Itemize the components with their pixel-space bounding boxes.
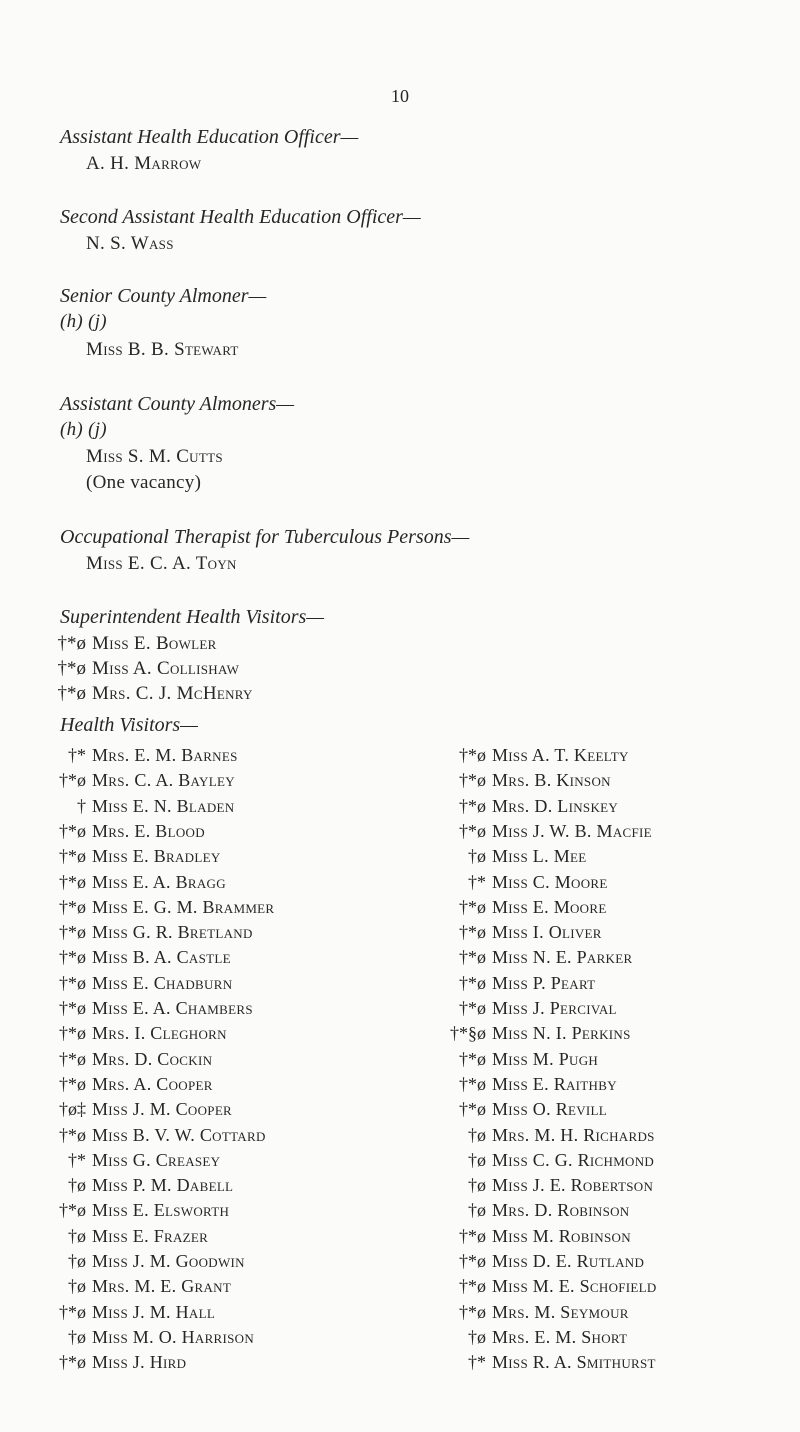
section-heading: Second Assistant Health Education Officer— (60, 206, 421, 228)
staff-row (420, 1150, 654, 1175)
staff-row (420, 922, 602, 947)
qualification-marks: †*ø (57, 658, 86, 679)
qualification-codes: (h) (j) (60, 419, 107, 440)
staff-name: Miss E. Raithby (492, 1073, 617, 1094)
qualification-marks: †ø (68, 1251, 86, 1271)
staff-row (420, 770, 611, 795)
qualification-marks: †*§ø (450, 1023, 486, 1044)
qualification-marks: †*ø (59, 1352, 86, 1373)
staff-row (420, 1302, 629, 1327)
qualification-marks: †* (68, 745, 86, 765)
qualification-marks: †*ø (59, 820, 86, 841)
qualification-marks: †* (468, 1352, 486, 1373)
staff-row (420, 1099, 607, 1124)
staff-name: Miss E. Moore (492, 896, 607, 917)
qualification-marks: †*ø (459, 1276, 486, 1297)
staff-name: Miss A. Collishaw (92, 658, 240, 679)
staff-row (0, 1302, 215, 1327)
qualification-marks: † (77, 795, 86, 816)
staff-row (420, 1175, 653, 1200)
qualification-marks: †*ø (59, 1301, 86, 1322)
qualification-marks: †ø (468, 1149, 486, 1170)
staff-name: Miss E. A. Bragg (92, 871, 226, 892)
staff-name: Miss J. W. B. Macfie (492, 820, 652, 841)
staff-row (0, 973, 232, 998)
qualification-marks: †*ø (59, 896, 86, 917)
qualification-marks: †*ø (459, 998, 486, 1018)
qualification-marks: †ø (468, 846, 486, 867)
qualification-marks: †ø (468, 1124, 486, 1145)
qualification-marks: †*ø (59, 1073, 86, 1094)
staff-name: Miss C. G. Richmond (492, 1149, 655, 1170)
staff-name: Mrs. B. Kinson (492, 770, 611, 791)
qualification-marks: †*ø (59, 1124, 86, 1145)
staff-name: Miss E. Frazer (92, 1225, 209, 1246)
qualification-marks: †ø (468, 1200, 486, 1221)
staff-name: Miss J. Hird (92, 1352, 187, 1373)
staff-row (0, 1200, 229, 1225)
staff-name: Miss E. Bowler (92, 633, 217, 654)
staff-name: Miss O. Revill (492, 1099, 608, 1120)
qualification-marks: †*ø (59, 947, 86, 968)
qualification-marks: †*ø (459, 1301, 486, 1322)
staff-row (0, 897, 274, 922)
qualification-marks: †ø (468, 1326, 486, 1347)
staff-name: Miss G. Creasey (92, 1149, 221, 1170)
qualification-marks: †*ø (59, 972, 86, 993)
staff-row (420, 1327, 627, 1352)
staff-row (420, 1049, 598, 1074)
staff-row (0, 770, 235, 795)
section-heading: Senior County Almoner— (60, 285, 267, 307)
staff-name: Miss N. E. Parker (492, 947, 633, 968)
staff-name: Miss B. A. Castle (92, 947, 231, 968)
qualification-marks: †*ø (459, 972, 486, 993)
staff-name: Miss M. Pugh (492, 1048, 599, 1069)
staff-name: N. S. Wass (86, 233, 174, 254)
staff-row (0, 633, 217, 655)
staff-name: Miss M. E. Schofield (492, 1276, 657, 1297)
staff-name: Mrs. M. H. Richards (492, 1124, 655, 1145)
qualification-marks: †*ø (459, 745, 486, 765)
staff-name: Mrs. I. Cleghorn (92, 1023, 227, 1044)
staff-row (0, 683, 253, 705)
staff-row (420, 1276, 657, 1301)
staff-row (420, 1125, 655, 1150)
qualification-marks: †*ø (59, 922, 86, 943)
staff-row (420, 947, 632, 972)
qualification-marks: †*ø (59, 1200, 86, 1221)
staff-row (420, 872, 608, 897)
qualification-marks: †*ø (459, 1073, 486, 1094)
section-heading: Assistant Health Education Officer— (60, 126, 359, 148)
qualification-marks: †ø (68, 1326, 86, 1347)
staff-name: A. H. Marrow (86, 153, 202, 174)
vacancy-note: (One vacancy) (86, 472, 202, 493)
staff-row (0, 1226, 208, 1251)
staff-row (420, 745, 629, 770)
staff-row (0, 947, 231, 972)
staff-row (420, 897, 607, 922)
qualification-marks: †*ø (459, 1225, 486, 1246)
staff-row (0, 821, 205, 846)
qualification-marks: †* (68, 1149, 86, 1170)
staff-name: Miss P. Peart (492, 972, 596, 993)
staff-row (420, 1352, 656, 1377)
staff-row (420, 1226, 631, 1251)
qualification-marks: †*ø (57, 633, 86, 654)
staff-row (0, 1276, 231, 1301)
staff-row (420, 1251, 644, 1276)
staff-name: Miss D. E. Rutland (492, 1251, 645, 1271)
staff-row (0, 998, 253, 1023)
staff-row (0, 1125, 266, 1150)
staff-row (420, 998, 617, 1023)
qualification-marks: †*ø (59, 871, 86, 892)
qualification-marks: †ø (68, 1276, 86, 1297)
page-number: 10 (391, 86, 409, 106)
staff-row (0, 745, 238, 770)
staff-name: Miss P. M. Dabell (92, 1175, 234, 1196)
section-heading: Occupational Therapist for Tuberculous Persons— (60, 526, 470, 548)
staff-name: Miss E. Elsworth (92, 1200, 230, 1221)
staff-row (0, 1074, 213, 1099)
staff-row (0, 1352, 186, 1377)
staff-row (0, 1099, 232, 1124)
staff-name: Mrs. E. Blood (92, 820, 205, 841)
staff-name: Miss J. M. Goodwin (92, 1251, 245, 1271)
qualification-marks: †*ø (459, 770, 486, 791)
staff-name: Mrs. A. Cooper (92, 1073, 213, 1094)
staff-name: Miss A. T. Keelty (492, 745, 629, 765)
staff-name: Mrs. M. Seymour (492, 1301, 629, 1322)
staff-name: Miss E. N. Bladen (92, 795, 235, 816)
staff-row (420, 846, 586, 871)
qualification-marks: †*ø (459, 896, 486, 917)
qualification-marks: †*ø (459, 947, 486, 968)
staff-name: Miss S. M. Cutts (86, 446, 223, 467)
staff-row (0, 658, 239, 680)
staff-name: Miss M. Robinson (492, 1225, 631, 1246)
staff-row (420, 796, 618, 821)
qualification-marks: †*ø (57, 683, 86, 704)
staff-row (420, 1200, 630, 1225)
staff-name: Mrs. D. Cockin (92, 1048, 213, 1069)
staff-name: Miss L. Mee (492, 846, 587, 867)
staff-row (0, 1251, 245, 1276)
staff-name: Miss E. Chadburn (92, 972, 233, 993)
staff-name: Miss E. Bradley (92, 846, 221, 867)
staff-row (0, 846, 221, 871)
staff-row (420, 973, 595, 998)
staff-name: Miss J. Percival (492, 998, 617, 1018)
staff-name: Mrs. E. M. Short (492, 1326, 628, 1347)
qualification-marks: †*ø (59, 846, 86, 867)
staff-name: Miss N. I. Perkins (492, 1023, 631, 1044)
staff-name: Mrs. D. Linskey (492, 795, 619, 816)
staff-row (420, 1074, 617, 1099)
qualification-marks: †*ø (59, 1048, 86, 1069)
qualification-marks: †*ø (459, 922, 486, 943)
section-heading: Superintendent Health Visitors— (60, 606, 325, 628)
staff-row (0, 1327, 254, 1352)
qualification-marks: †*ø (459, 820, 486, 841)
qualification-marks: †*ø (59, 770, 86, 791)
qualification-marks: †*ø (459, 795, 486, 816)
section-heading: Health Visitors— (60, 714, 198, 736)
staff-name: Miss J. E. Robertson (492, 1175, 654, 1196)
staff-name: Miss M. O. Harrison (92, 1326, 255, 1347)
qualification-marks: †ø (68, 1225, 86, 1246)
staff-name: Mrs. D. Robinson (492, 1200, 630, 1221)
staff-row (0, 872, 226, 897)
qualification-marks: †*ø (459, 1048, 486, 1069)
staff-name: Miss E. C. A. Toyn (86, 553, 237, 574)
staff-row (0, 1023, 227, 1048)
staff-row (420, 1023, 631, 1048)
staff-name: Miss B. V. W. Cottard (92, 1124, 266, 1145)
staff-name: Mrs. M. E. Grant (92, 1276, 232, 1297)
staff-row (0, 922, 253, 947)
staff-name: Miss J. M. Hall (92, 1301, 216, 1322)
staff-row (420, 821, 652, 846)
staff-name: Miss I. Oliver (492, 922, 602, 943)
staff-name: Miss R. A. Smithurst (492, 1352, 656, 1373)
section-heading: Assistant County Almoners— (60, 393, 295, 415)
qualification-marks: †*ø (459, 1251, 486, 1271)
qualification-marks: †ø (468, 1175, 486, 1196)
staff-row (0, 796, 234, 821)
qualification-marks: †* (468, 871, 486, 892)
qualification-marks: †*ø (59, 1023, 86, 1044)
staff-row (0, 1175, 233, 1200)
staff-row (0, 1150, 220, 1175)
qualification-marks: †ø‡ (59, 1099, 86, 1120)
staff-name: Miss J. M. Cooper (92, 1099, 233, 1120)
qualification-codes: (h) (j) (60, 311, 107, 332)
staff-name: Miss G. R. Bretland (92, 922, 253, 943)
staff-name: Miss E. G. M. Brammer (92, 896, 275, 917)
staff-name: Mrs. C. A. Bayley (92, 770, 235, 791)
staff-name: Mrs. C. J. McHenry (92, 683, 253, 704)
staff-row (0, 1049, 212, 1074)
staff-name: Miss B. B. Stewart (86, 339, 239, 360)
qualification-marks: †*ø (459, 1099, 486, 1120)
staff-name: Miss E. A. Chambers (92, 998, 253, 1018)
staff-name: Miss C. Moore (492, 871, 608, 892)
staff-name: Mrs. E. M. Barnes (92, 745, 238, 765)
qualification-marks: †ø (68, 1175, 86, 1196)
qualification-marks: †*ø (59, 998, 86, 1018)
